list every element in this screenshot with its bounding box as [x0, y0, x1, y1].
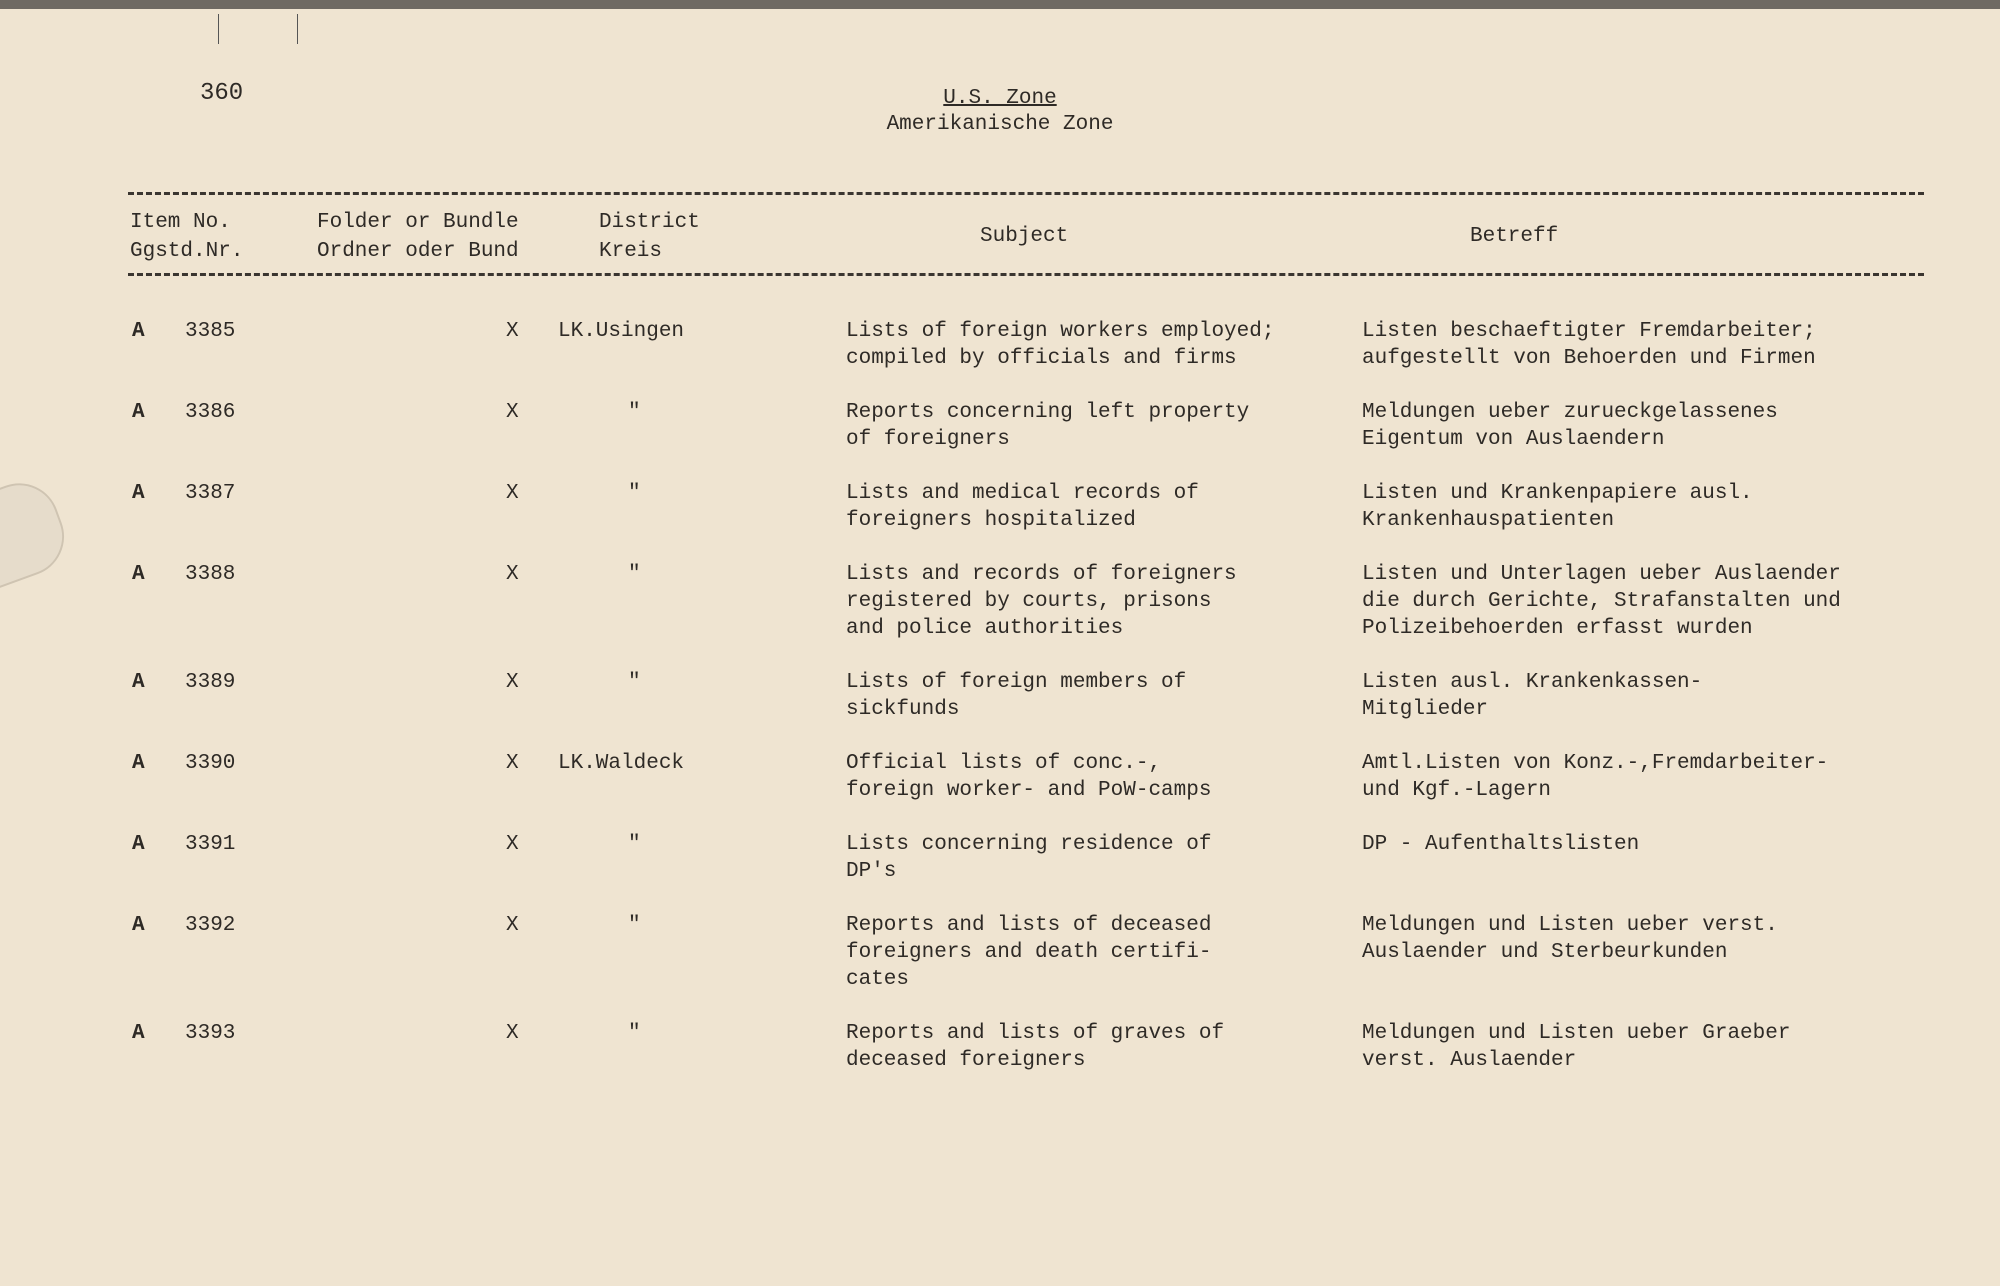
- district: ": [628, 833, 641, 856]
- folder-mark: X: [506, 833, 519, 856]
- district: ": [628, 1022, 641, 1045]
- table-row: [0, 480, 2000, 534]
- page-number: 360: [200, 80, 244, 107]
- table-row: [0, 669, 2000, 723]
- item-prefix: A: [132, 482, 145, 505]
- folder-mark: X: [506, 671, 519, 694]
- folder-mark: X: [506, 482, 519, 505]
- betreff: Listen und Krankenpapiere ausl. Krankenhauspatienten: [1362, 482, 1753, 532]
- header-district: District Kreis: [599, 211, 700, 263]
- folder-mark: X: [506, 1022, 519, 1045]
- item-prefix: A: [132, 1022, 145, 1045]
- item-prefix: A: [132, 914, 145, 937]
- title-english: U.S. Zone: [943, 87, 1057, 110]
- betreff: Listen ausl. Krankenkassen- Mitglieder: [1362, 671, 1703, 721]
- table-row: [0, 1020, 2000, 1074]
- district: ": [628, 482, 641, 505]
- item-number: 3386: [185, 401, 236, 424]
- title-german: Amerikanische Zone: [886, 113, 1114, 136]
- betreff: Meldungen ueber zurueckgelassenes Eigentum von Auslaendern: [1362, 401, 1778, 451]
- subject: Lists of foreign members of sickfunds: [846, 671, 1187, 721]
- betreff: Listen und Unterlagen ueber Auslaender die durch Gerichte, Strafanstalten und Polizeibehoerden erfasst wurden: [1362, 563, 1841, 640]
- subject: Reports and lists of graves of deceased foreigners: [846, 1022, 1225, 1072]
- header-folder: Folder or Bundle Ordner oder Bund: [317, 211, 519, 263]
- header-rule-top: [128, 192, 1924, 195]
- item-prefix: A: [132, 671, 145, 694]
- scan-edge: [0, 0, 2000, 9]
- item-prefix: A: [132, 401, 145, 424]
- item-prefix: A: [132, 833, 145, 856]
- binding-mark: [297, 14, 298, 44]
- page-title: [0, 86, 2000, 138]
- header-rule-bottom: [128, 273, 1924, 276]
- item-number: 3387: [185, 482, 236, 505]
- district: ": [628, 671, 641, 694]
- district: ": [628, 914, 641, 937]
- subject: Lists and medical records of foreigners hospitalized: [846, 482, 1199, 532]
- header-betreff: Betreff: [1470, 225, 1559, 248]
- table-row: [0, 912, 2000, 993]
- district: LK.Usingen: [558, 320, 685, 343]
- table-row: [0, 750, 2000, 804]
- folder-mark: X: [506, 320, 519, 343]
- betreff: Meldungen und Listen ueber Graeber verst. Auslaender: [1362, 1022, 1791, 1072]
- subject: Lists concerning residence of DP's: [846, 833, 1212, 883]
- subject: Official lists of conc.-, foreign worker- and PoW-camps: [846, 752, 1212, 802]
- betreff: Amtl.Listen von Konz.-,Fremdarbeiter- und Kgf.-Lagern: [1362, 752, 1829, 802]
- betreff: DP - Aufenthaltslisten: [1362, 833, 1640, 856]
- item-number: 3390: [185, 752, 236, 775]
- item-prefix: A: [132, 752, 145, 775]
- item-prefix: A: [132, 563, 145, 586]
- district: ": [628, 563, 641, 586]
- item-list: [0, 318, 2000, 1101]
- betreff: Listen beschaeftigter Fremdarbeiter; aufgestellt von Behoerden und Firmen: [1362, 320, 1816, 370]
- subject: Lists of foreign workers employed; compiled by officials and firms: [846, 320, 1275, 370]
- table-row: [0, 831, 2000, 885]
- betreff: Meldungen und Listen ueber verst. Auslaender und Sterbeurkunden: [1362, 914, 1778, 964]
- item-number: 3388: [185, 563, 236, 586]
- subject: Reports concerning left property of foreigners: [846, 401, 1250, 451]
- folder-mark: X: [506, 563, 519, 586]
- table-row: [0, 399, 2000, 453]
- item-number: 3385: [185, 320, 236, 343]
- district: LK.Waldeck: [558, 752, 685, 775]
- item-prefix: A: [132, 320, 145, 343]
- item-number: 3391: [185, 833, 236, 856]
- binding-mark: [218, 14, 219, 44]
- district: ": [628, 401, 641, 424]
- item-number: 3392: [185, 914, 236, 937]
- folder-mark: X: [506, 401, 519, 424]
- item-number: 3393: [185, 1022, 236, 1045]
- header-item: Item No. Ggstd.Nr.: [130, 211, 244, 263]
- header-subject: Subject: [980, 225, 1069, 248]
- item-number: 3389: [185, 671, 236, 694]
- table-row: [0, 561, 2000, 642]
- folder-mark: X: [506, 752, 519, 775]
- subject: Reports and lists of deceased foreigners and death certifi- cates: [846, 914, 1212, 991]
- subject: Lists and records of foreigners registered by courts, prisons and police authorities: [846, 563, 1237, 640]
- table-row: [0, 318, 2000, 372]
- folder-mark: X: [506, 914, 519, 937]
